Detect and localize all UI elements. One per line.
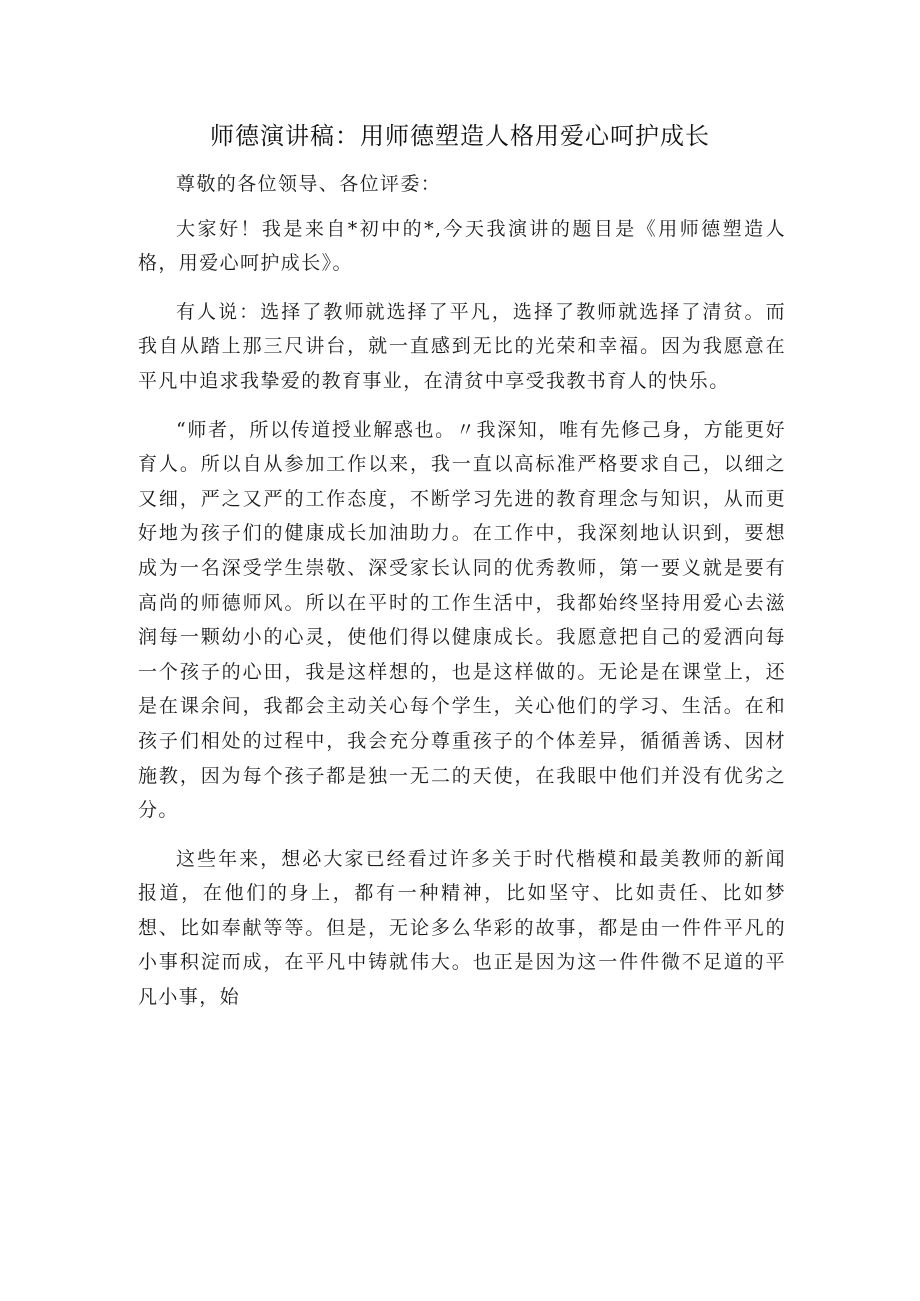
paragraph-greeting: 大家好！我是来自*初中的*,今天我演讲的题目是《用师德塑造人格，用爱心呵护成长》。 (138, 217, 786, 275)
document-title: 师德演讲稿：用师德塑造人格用爱心呵护成长 (210, 122, 710, 150)
salutation: 尊敬的各位领导、各位评委： (176, 173, 442, 195)
document-body (138, 167, 786, 1029)
paragraph-role-models: 这些年来，想必大家已经看过许多关于时代楷模和最美教师的新闻报道，在他们的身上，都有一种精神，比如坚守、比如责任、比如梦想、比如奉献等等。但是，无论多么华彩的故事，都是由一件件平凡的小事积淀而成，在平凡中铸就伟大。也正是因为这一件件微不足道的平凡小事，始 (138, 847, 786, 1009)
paragraph-teacher-ethics: “师者，所以传道授业解惑也。〃我深知，唯有先修己身，方能更好育人。所以自从参加工作以来，我一直以高标准严格要求自己，以细之又细，严之又严的工作态度，不断学习先进的教育理念与知识，从而更好地为孩子们的健康成长加油助力。在工作中，我深刻地认识到，要想成为一名深受学生崇敬、深受家长认同的优秀教师，第一要义就是要有高尚的师德师风。所以在平时的工作生活中，我都始终坚持用爱心去滋润每一颗幼小的心灵，使他们得以健康成长。我愿意把自己的爱洒向每一个孩子的心田，我是这样想的，也是这样做的。无论是在课堂上，还是在课余间，我都会主动关心每个学生，关心他们的学习、生活。在和孩子们相处的过程中，我会充分尊重孩子的个体差异，循循善诱、因材施教，因为每个孩子都是独一无二的天使，在我眼中他们并没有优劣之分。 (138, 418, 786, 822)
paragraph-choice: 有人说：选择了教师就选择了平凡，选择了教师就选择了清贫。而我自从踏上那三尺讲台，就一直感到无比的光荣和幸福。因为我愿意在平凡中追求我挚爱的教育事业，在清贫中享受我教书育人的快乐。 (138, 300, 786, 392)
